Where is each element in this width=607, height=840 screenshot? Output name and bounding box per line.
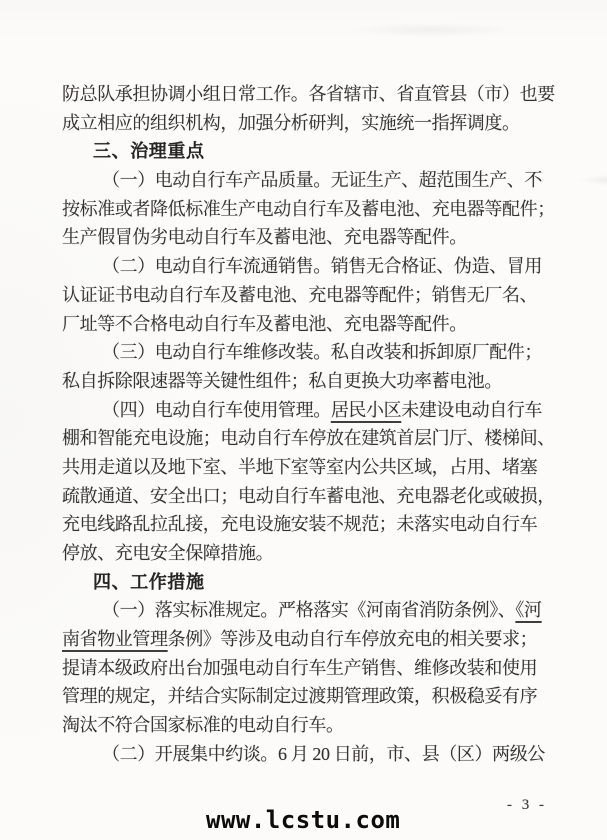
text-segment: 疏散通道、安全出口；电动自行车蓄电池、充电器老化或破损， [62, 485, 555, 506]
heading-text: 四、工作措施 [93, 571, 205, 592]
document-text [62, 80, 558, 769]
text-line [62, 223, 558, 252]
text-line [62, 396, 558, 425]
text-segment: 成立相应的组织机构，加强分析研判，实施统一指挥调度。 [62, 112, 520, 133]
text-segment: 棚和智能充电设施；电动自行车停放在建筑首层门厅、楼梯间、 [62, 428, 555, 449]
text-segment: 认证证书电动自行车及蓄电池、充电器等配件；销售无厂名、 [62, 284, 538, 305]
text-line [62, 109, 558, 138]
text-segment: 厂址等不合格电动自行车及蓄电池、充电器等配件。 [62, 313, 467, 334]
text-segment: 生产假冒伪劣电动自行车及蓄电池、充电器等配件。 [62, 227, 467, 248]
text-line [62, 310, 558, 339]
text-segment: （三）电动自行车维修改装。私自改装和拆卸原厂配件； [102, 342, 542, 363]
text-segment: 停放、充电安全保障措施。 [62, 543, 274, 563]
text-line [62, 682, 558, 711]
text-line [62, 166, 558, 195]
text-segment: 提请本级政府出台加强电动自行车生产销售、维修改装和使用 [62, 657, 538, 678]
text-line [62, 252, 558, 281]
text-segment: 私自拆除限速器等关键性组件；私自更换大功率蓄电池。 [62, 370, 502, 391]
text-line [62, 453, 558, 482]
text-line [62, 539, 558, 568]
text-segment: （一）落实标准规定。严格落实《河南省消防条例》、 [102, 600, 516, 621]
heading-text: 三、治理重点 [93, 141, 205, 162]
text-segment: 按标准或者降低标准生产电动自行车及蓄电池、充电器等配件； [62, 198, 555, 219]
underlined-text-segment: 《河 [515, 600, 542, 621]
text-segment: 管理的规定，并结合实际制定过渡期管理政策，积极稳妥有序 [62, 686, 538, 707]
watermark-url: www.lcstu.com [206, 806, 401, 834]
text-line [62, 711, 558, 740]
text-line [62, 195, 558, 224]
underlined-text-segment: 居民小区 [330, 399, 402, 420]
text-segment: 防总队承担协调小组日常工作。各省辖市、省直管县（市）也要 [62, 84, 555, 104]
text-segment: 未建设电动自行车 [401, 399, 543, 420]
text-line [62, 367, 558, 396]
text-segment: （一）电动自行车产品质量。无证生产、超范围生产、不 [102, 170, 542, 191]
text-segment: （四）电动自行车使用管理。 [102, 399, 331, 420]
text-line [62, 482, 558, 511]
text-segment: （二）电动自行车流通销售。销售无合格证、伪造、冒用 [102, 256, 542, 277]
text-segment: 共用走道以及地下室、半地下室等室内公共区域，占用、堵塞 [62, 456, 538, 477]
text-line [62, 625, 558, 654]
text-segment: 淘汰不符合国家标准的电动自行车。 [62, 715, 344, 736]
underlined-text-segment: 南省物业管理 [62, 629, 168, 650]
text-segment: 条例》等涉及电动自行车停放充电的相关要求； [167, 629, 538, 650]
section-heading [62, 137, 558, 166]
text-segment: 充电线路乱拉乱接，充电设施安装不规范；未落实电动自行车 [62, 514, 538, 535]
text-line [62, 80, 558, 109]
text-line [62, 740, 558, 769]
text-line [62, 596, 558, 625]
section-heading [62, 568, 558, 597]
page-number: - 3 - [507, 797, 547, 813]
text-line [62, 281, 558, 310]
text-line [62, 654, 558, 683]
text-line [62, 338, 558, 367]
text-line [62, 424, 558, 453]
text-line [62, 510, 558, 539]
text-segment: （二）开展集中约谈。6 月 20 日前，市、县（区）两级公 [102, 743, 545, 764]
